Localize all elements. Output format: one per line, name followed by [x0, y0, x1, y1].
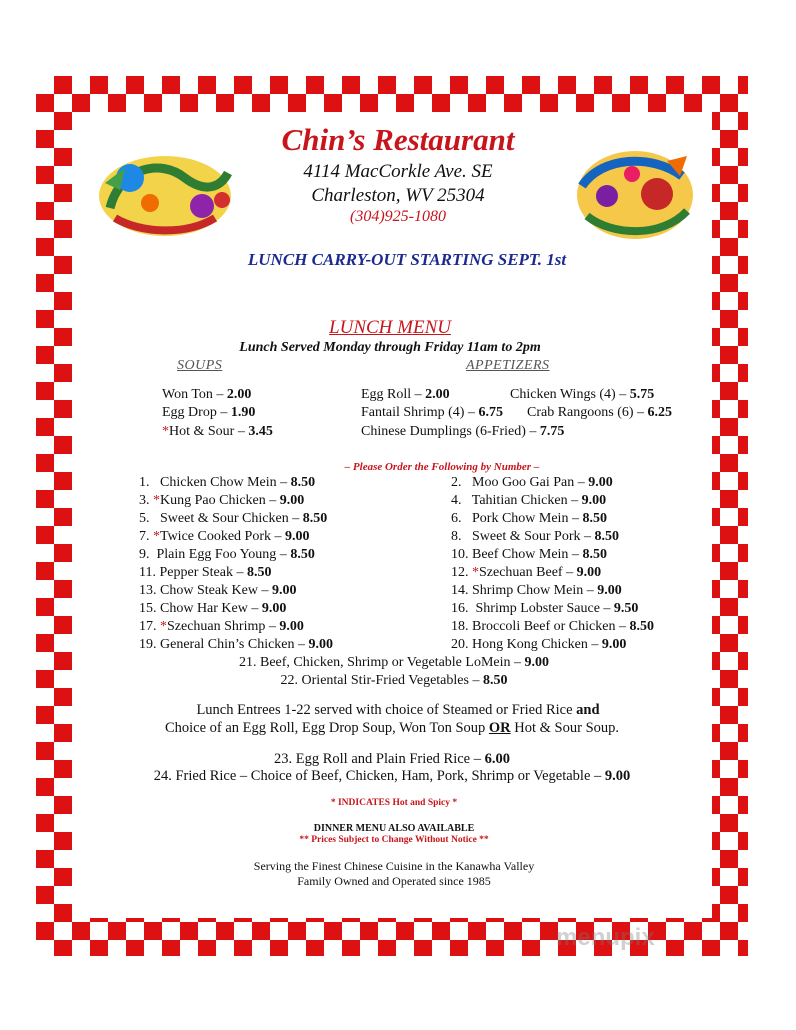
address-line-1: 4114 MacCorkle Ave. SE	[303, 161, 493, 182]
entree-item: 20. Hong Kong Chicken – 9.00	[451, 637, 627, 652]
soup-item: Egg Drop – 1.90	[162, 405, 256, 420]
entree-item: 14. Shrimp Chow Mein – 9.00	[451, 583, 622, 598]
footer-tagline: Serving the Finest Chinese Cuisine in the Kanawha Valley	[253, 859, 535, 873]
order-by-number-note: – Please Order the Following by Number –	[344, 461, 540, 473]
soups-heading: SOUPS	[177, 358, 223, 373]
carry-out-announcement: LUNCH CARRY-OUT STARTING SEPT. 1st	[247, 250, 567, 269]
appetizer-item: Chinese Dumplings (6-Fried) – 7.75	[361, 424, 565, 439]
entree-item: 3. *Kung Pao Chicken – 9.00	[139, 493, 305, 508]
entree-item-24: 24. Fried Rice – Choice of Beef, Chicken, Ham, Pork, Shrimp or Vegetable – 9.00	[153, 768, 631, 784]
entree-item: 6. Pork Chow Mein – 8.50	[451, 511, 607, 526]
appetizer-item: Fantail Shrimp (4) – 6.75	[361, 405, 503, 420]
address-line-2: Charleston, WV 25304	[311, 185, 485, 206]
entree-item: 16. Shrimp Lobster Sauce – 9.50	[451, 601, 639, 616]
appetizer-item: Egg Roll – 2.00	[361, 387, 450, 402]
soup-item: Won Ton – 2.00	[162, 387, 252, 402]
watermark-logo: menupix	[556, 924, 655, 951]
appetizers-heading: APPETIZERS	[466, 358, 550, 373]
hot-spicy-note: * INDICATES Hot and Spicy *	[330, 798, 458, 808]
restaurant-name: Chin’s Restaurant	[281, 122, 515, 157]
dinner-menu-note: DINNER MENU ALSO AVAILABLE	[313, 823, 475, 834]
entree-item-23: 23. Egg Roll and Plain Fried Rice – 6.00	[273, 751, 510, 767]
entree-item: 19. General Chin’s Chicken – 9.00	[139, 637, 334, 652]
entree-item: 8. Sweet & Sour Pork – 8.50	[451, 529, 619, 544]
price-change-note: ** Prices Subject to Change Without Notice **	[299, 835, 489, 845]
entree-item-21: 21. Beef, Chicken, Shrimp or Vegetable LoMein – 9.00	[238, 655, 550, 670]
footer-family-owned: Family Owned and Operated since 1985	[297, 874, 491, 888]
entree-item: 2. Moo Goo Gai Pan – 9.00	[451, 475, 613, 490]
entree-item-22: 22. Oriental Stir-Fried Vegetables – 8.50	[280, 673, 508, 688]
appetizer-item: Chicken Wings (4) – 5.75	[510, 387, 655, 402]
phone-number: (304)925-1080	[350, 208, 446, 225]
entrees-note-line-2: Choice of an Egg Roll, Egg Drop Soup, Won Ton Soup OR Hot & Sour Soup.	[164, 720, 620, 736]
entree-item: 12. *Szechuan Beef – 9.00	[451, 565, 602, 580]
entree-item: 17. *Szechuan Shrimp – 9.00	[139, 619, 304, 634]
entree-item: 5. Sweet & Sour Chicken – 8.50	[139, 511, 328, 526]
entree-item: 11. Pepper Steak – 8.50	[139, 565, 272, 580]
served-hours-note: Lunch Served Monday through Friday 11am to 2pm	[239, 340, 541, 355]
appetizer-item: Crab Rangoons (6) – 6.25	[527, 405, 673, 420]
entree-item: 15. Chow Har Kew – 9.00	[139, 601, 287, 616]
entree-item: 7. *Twice Cooked Pork – 9.00	[139, 529, 310, 544]
soup-item: *Hot & Sour – 3.45	[162, 424, 273, 439]
entree-item: 9. Plain Egg Foo Young – 8.50	[139, 547, 315, 562]
entree-item: 4. Tahitian Chicken – 9.00	[451, 493, 607, 508]
entree-item: 13. Chow Steak Kew – 9.00	[139, 583, 297, 598]
entree-item: 1. Chicken Chow Mein – 8.50	[139, 475, 316, 490]
entree-item: 10. Beef Chow Mein – 8.50	[451, 547, 607, 562]
lunch-menu-heading: LUNCH MENU	[329, 317, 451, 338]
entree-item: 18. Broccoli Beef or Chicken – 8.50	[451, 619, 654, 634]
entrees-note-line-1: Lunch Entrees 1-22 served with choice of Steamed or Fried Rice and	[196, 702, 600, 718]
